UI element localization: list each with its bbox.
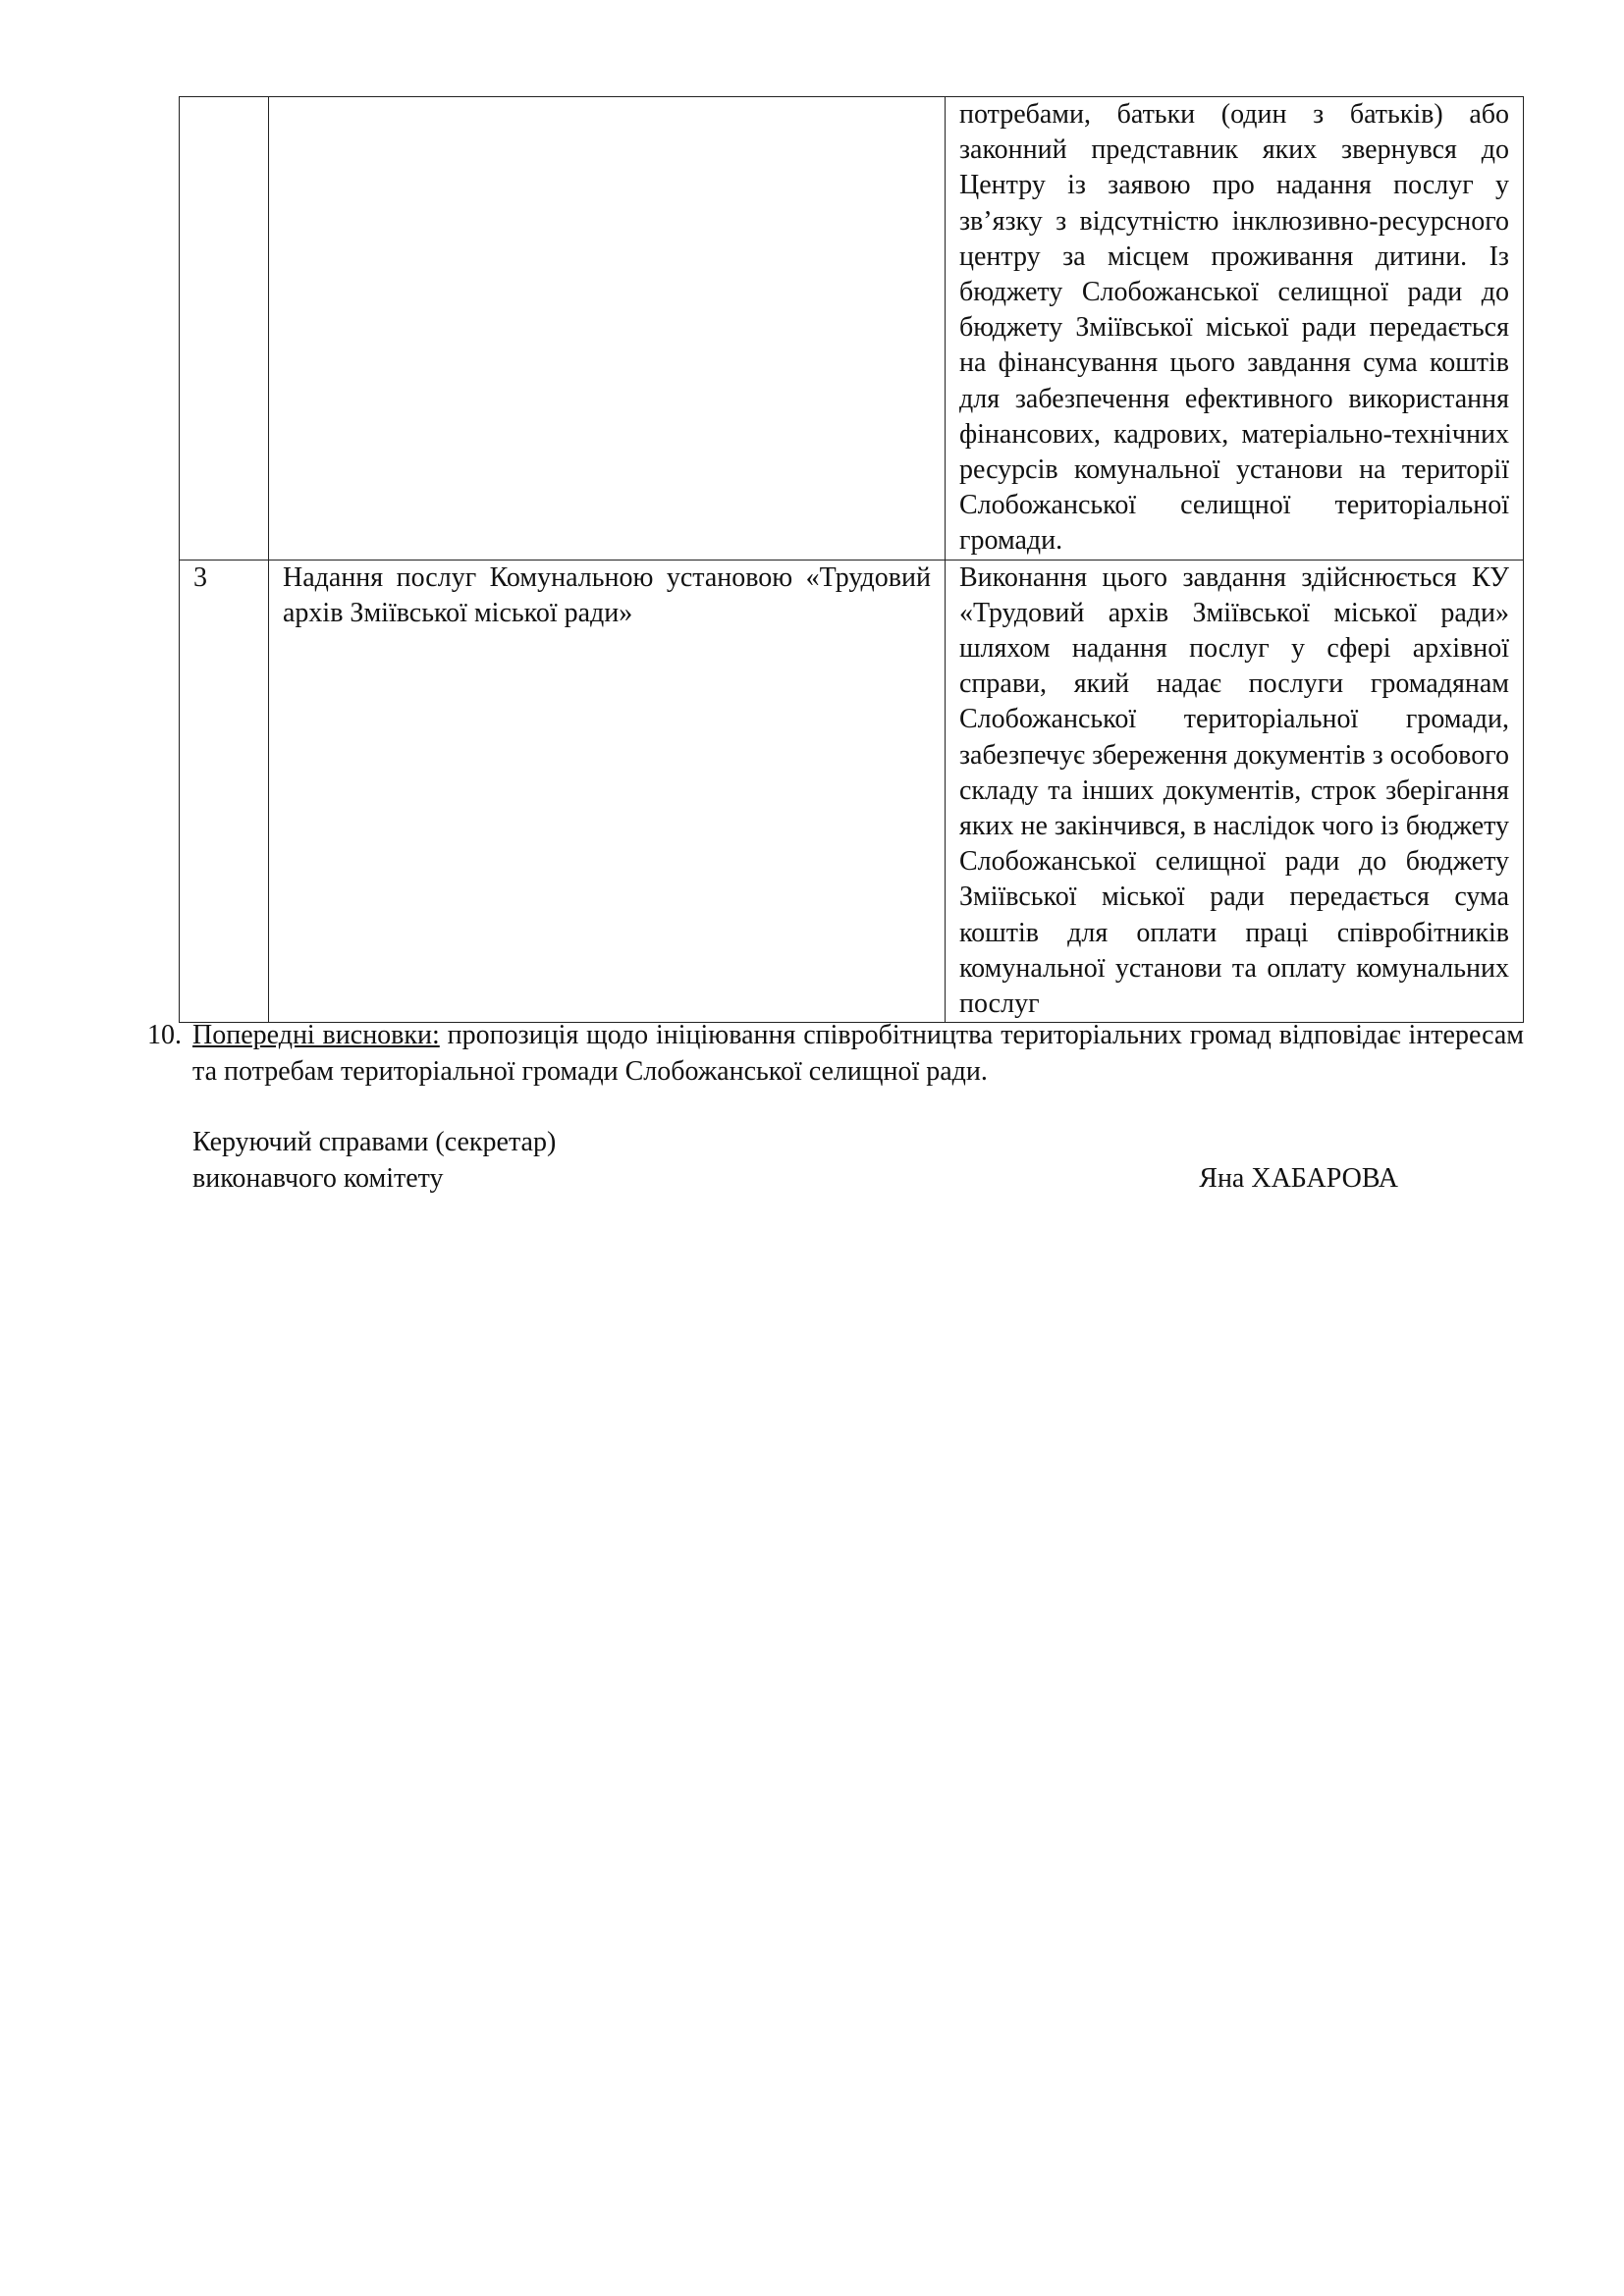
description-text: потребами, батьки (один з батьків) або законний представник яких звернувся до Центру із заявою про надання послуг у зв’язку з відсутністю інклюзивно-ресурсного центру за місцем проживання дитини. Із бюджету Слобожанської селищної ради до бюджету Зміївської міської ради передається на фінансування цього завдання сума коштів для забезпечення ефективного використання фінансових, кадрових, матеріально-технічних ресурсів комунальної установи на території Слобожанської селищної територіальної громади. xyxy=(959,99,1509,557)
task-text: Надання послуг Комунальною установою «Трудовий архів Зміївської міської ради» xyxy=(283,561,931,628)
task-cell xyxy=(269,560,946,1023)
signature-block xyxy=(192,1125,1430,1197)
preliminary-conclusions xyxy=(147,1018,1524,1090)
description-cell xyxy=(946,560,1524,1023)
signatory-name: Яна ХАБАРОВА xyxy=(1199,1162,1398,1194)
signatory-role-line-2: виконавчого комітету xyxy=(192,1162,444,1194)
conclusions-body xyxy=(192,1018,1524,1090)
conclusions-text: пропозиція щодо ініціювання співробітництва територіальних громад відповідає інтересам та потребам територіальної громади Слобожанської селищної ради. xyxy=(192,1020,1524,1087)
table-row xyxy=(180,97,1524,561)
task-cell xyxy=(269,97,946,561)
table-row xyxy=(180,560,1524,1023)
description-text: Виконання цього завдання здійснюється КУ «Трудовий архів Зміївської міської ради» шляхом надання послуг у сфері архівної справи, який надає послуги громадянам Слобожанської територіальної громади, забезпечує збереження документів з особового складу та інших документів, строк зберігання яких не закінчився, в наслідок чого із бюджету Слобожанської селищної ради до бюджету Зміївської міської ради передається сума коштів для оплати праці співробітників комунальної установи та оплату комунальних послуг xyxy=(959,561,1509,1020)
row-number-cell xyxy=(180,560,269,1023)
section-number: 10. xyxy=(147,1020,182,1050)
description-cell xyxy=(946,97,1524,561)
row-number-cell xyxy=(180,97,269,561)
signatory-role-line-1: Керуючий справами (секретар) xyxy=(192,1127,557,1157)
row-number: 3 xyxy=(193,561,207,593)
conclusions-label: Попередні висновки: xyxy=(192,1020,440,1050)
cooperation-table xyxy=(179,96,1524,1023)
